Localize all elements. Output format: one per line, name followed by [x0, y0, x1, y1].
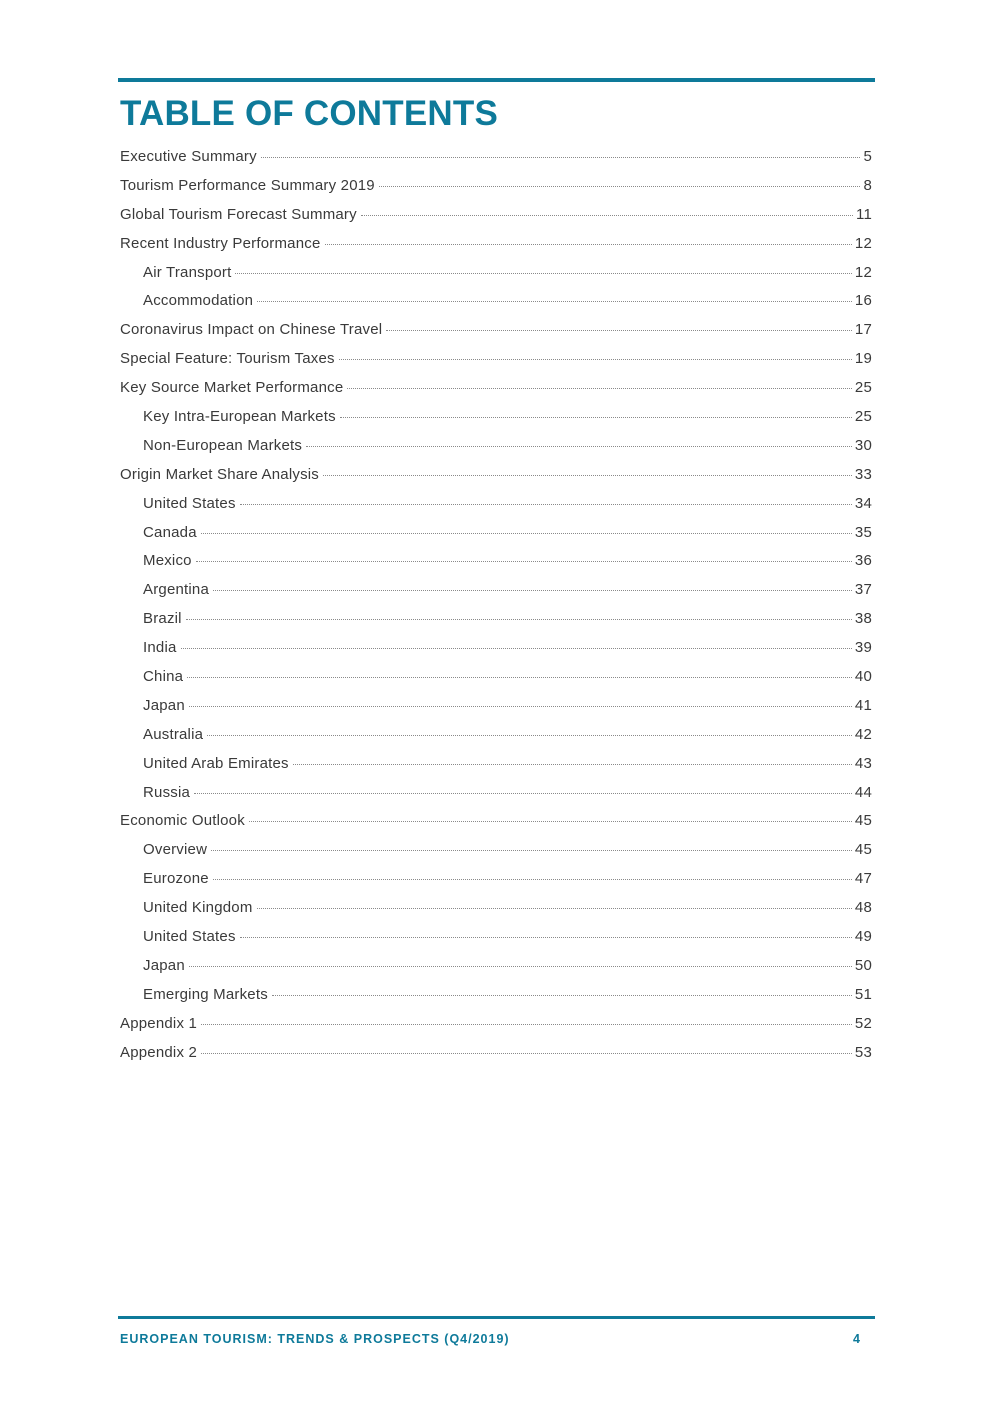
toc-entry-label: Key Intra-European Markets — [143, 408, 336, 426]
toc-entry[interactable] — [120, 379, 872, 408]
toc-entry-page-number: 52 — [854, 1014, 872, 1032]
toc-dot-leader — [186, 619, 852, 620]
toc-dot-leader — [386, 330, 852, 331]
page-title: TABLE OF CONTENTS — [120, 94, 499, 133]
toc-entry-page-number: 40 — [854, 668, 872, 686]
toc-entry[interactable] — [120, 755, 872, 784]
toc-entry-label: Canada — [143, 523, 197, 541]
toc-entry-label: Economic Outlook — [120, 812, 245, 830]
toc-dot-leader — [379, 186, 861, 187]
toc-dot-leader — [201, 533, 852, 534]
toc-entry[interactable] — [120, 408, 872, 437]
toc-entry-label: Overview — [143, 841, 208, 859]
toc-entry[interactable] — [120, 552, 872, 581]
toc-entry-label: Non-European Markets — [143, 436, 303, 454]
toc-dot-leader — [211, 850, 852, 851]
toc-entry[interactable] — [120, 639, 872, 668]
toc-entry-page-number: 38 — [854, 610, 872, 628]
footer-document-title: EUROPEAN TOURISM: TRENDS & PROSPECTS (Q4/2019) — [120, 1332, 510, 1346]
toc-dot-leader — [257, 908, 852, 909]
toc-entry-page-number: 16 — [854, 292, 872, 310]
toc-entry-label: Japan — [143, 696, 185, 714]
toc-dot-leader — [187, 677, 852, 678]
toc-entry[interactable] — [120, 581, 872, 610]
header-rule — [118, 78, 875, 82]
toc-dot-leader — [189, 706, 852, 707]
toc-dot-leader — [201, 1053, 852, 1054]
toc-entry-page-number: 33 — [854, 465, 872, 483]
toc-dot-leader — [339, 359, 852, 360]
toc-entry-label: China — [143, 668, 184, 686]
toc-dot-leader — [213, 590, 852, 591]
toc-entry-page-number: 44 — [854, 783, 872, 801]
toc-entry-page-number: 11 — [856, 205, 872, 223]
toc-entry-label: Accommodation — [143, 292, 254, 310]
toc-dot-leader — [194, 793, 852, 794]
toc-dot-leader — [261, 157, 861, 158]
toc-entry-label: Japan — [143, 956, 185, 974]
toc-entry-page-number: 12 — [854, 234, 872, 252]
toc-entry-label: Origin Market Share Analysis — [120, 465, 320, 483]
toc-entry-label: United Kingdom — [143, 899, 253, 917]
toc-entry-page-number: 36 — [854, 552, 872, 570]
toc-entry[interactable] — [120, 466, 872, 495]
toc-dot-leader — [189, 966, 852, 967]
toc-dot-leader — [240, 504, 852, 505]
toc-entry[interactable] — [120, 235, 872, 264]
toc-entry[interactable] — [120, 812, 872, 841]
toc-entry-label: Russia — [143, 783, 191, 801]
toc-entry-label: Tourism Performance Summary 2019 — [120, 176, 375, 194]
toc-dot-leader — [347, 388, 852, 389]
toc-entry[interactable] — [120, 350, 872, 379]
footer-rule — [118, 1316, 875, 1319]
toc-entry[interactable] — [120, 726, 872, 755]
toc-entry-page-number: 49 — [854, 928, 872, 946]
toc-entry-page-number: 30 — [854, 436, 872, 454]
toc-entry-label: Recent Industry Performance — [120, 234, 321, 252]
toc-entry[interactable] — [120, 1044, 872, 1073]
toc-entry-page-number: 35 — [854, 523, 872, 541]
toc-entry[interactable] — [120, 870, 872, 899]
toc-dot-leader — [361, 215, 853, 216]
toc-entry-label: Argentina — [143, 581, 210, 599]
toc-entry-page-number: 37 — [854, 581, 872, 599]
toc-entry-label: Global Tourism Forecast Summary — [120, 205, 357, 223]
toc-entry[interactable] — [120, 841, 872, 870]
toc-entry-page-number: 12 — [854, 263, 872, 281]
toc-entry[interactable] — [120, 986, 872, 1015]
toc-dot-leader — [325, 244, 852, 245]
toc-entry[interactable] — [120, 668, 872, 697]
toc-dot-leader — [293, 764, 852, 765]
toc-entry-label: Appendix 1 — [120, 1014, 198, 1032]
toc-entry[interactable] — [120, 784, 872, 813]
toc-entry-page-number: 45 — [854, 841, 872, 859]
toc-entry[interactable] — [120, 206, 872, 235]
toc-entry[interactable] — [120, 148, 872, 177]
toc-entry[interactable] — [120, 697, 872, 726]
toc-entry-page-number: 45 — [854, 812, 872, 830]
toc-entry-page-number: 17 — [854, 321, 872, 339]
toc-dot-leader — [257, 301, 852, 302]
toc-entry-page-number: 8 — [863, 176, 872, 194]
toc-entry[interactable] — [120, 264, 872, 293]
toc-dot-leader — [323, 475, 852, 476]
toc-entry[interactable] — [120, 1015, 872, 1044]
table-of-contents — [120, 148, 872, 1073]
toc-entry-page-number: 41 — [854, 696, 872, 714]
toc-entry-label: Air Transport — [143, 263, 232, 281]
toc-entry-page-number: 50 — [854, 956, 872, 974]
toc-entry-page-number: 42 — [854, 725, 872, 743]
toc-dot-leader — [240, 937, 852, 938]
toc-entry-page-number: 48 — [854, 899, 872, 917]
toc-entry[interactable] — [120, 437, 872, 466]
toc-entry-label: United States — [143, 928, 236, 946]
toc-entry[interactable] — [120, 957, 872, 986]
toc-entry-label: Coronavirus Impact on Chinese Travel — [120, 321, 383, 339]
toc-entry-page-number: 53 — [854, 1043, 872, 1061]
toc-dot-leader — [235, 273, 851, 274]
toc-entry[interactable] — [120, 928, 872, 957]
toc-entry-label: Appendix 2 — [120, 1043, 198, 1061]
toc-entry[interactable] — [120, 524, 872, 553]
toc-entry-label: United States — [143, 494, 236, 512]
toc-entry-label: Special Feature: Tourism Taxes — [120, 350, 335, 368]
toc-entry[interactable] — [120, 321, 872, 350]
toc-entry-label: Australia — [143, 725, 204, 743]
toc-dot-leader — [340, 417, 852, 418]
toc-entry-label: Eurozone — [143, 870, 209, 888]
toc-entry-label: Brazil — [143, 610, 182, 628]
toc-dot-leader — [213, 879, 852, 880]
toc-dot-leader — [272, 995, 852, 996]
toc-entry-label: United Arab Emirates — [143, 754, 289, 772]
toc-dot-leader — [181, 648, 852, 649]
toc-entry-page-number: 51 — [854, 985, 872, 1003]
toc-entry-label: Emerging Markets — [143, 985, 268, 1003]
toc-dot-leader — [306, 446, 852, 447]
toc-dot-leader — [201, 1024, 852, 1025]
toc-entry[interactable] — [120, 899, 872, 928]
toc-entry-page-number: 19 — [854, 350, 872, 368]
toc-entry-label: Executive Summary — [120, 148, 257, 165]
toc-entry[interactable] — [120, 177, 872, 206]
toc-entry-page-number: 47 — [854, 870, 872, 888]
toc-entry[interactable] — [120, 495, 872, 524]
toc-dot-leader — [196, 561, 852, 562]
toc-dot-leader — [207, 735, 852, 736]
footer-page-number: 4 — [853, 1332, 860, 1346]
toc-entry-page-number: 25 — [854, 408, 872, 426]
toc-entry-page-number: 39 — [854, 639, 872, 657]
toc-dot-leader — [249, 821, 852, 822]
toc-entry-page-number: 43 — [854, 754, 872, 772]
toc-entry-page-number: 5 — [863, 148, 872, 165]
toc-entry-label: India — [143, 639, 177, 657]
toc-entry[interactable] — [120, 610, 872, 639]
toc-entry-page-number: 25 — [854, 379, 872, 397]
toc-entry-label: Key Source Market Performance — [120, 379, 344, 397]
toc-entry[interactable] — [120, 292, 872, 321]
toc-entry-label: Mexico — [143, 552, 192, 570]
toc-entry-page-number: 34 — [854, 494, 872, 512]
